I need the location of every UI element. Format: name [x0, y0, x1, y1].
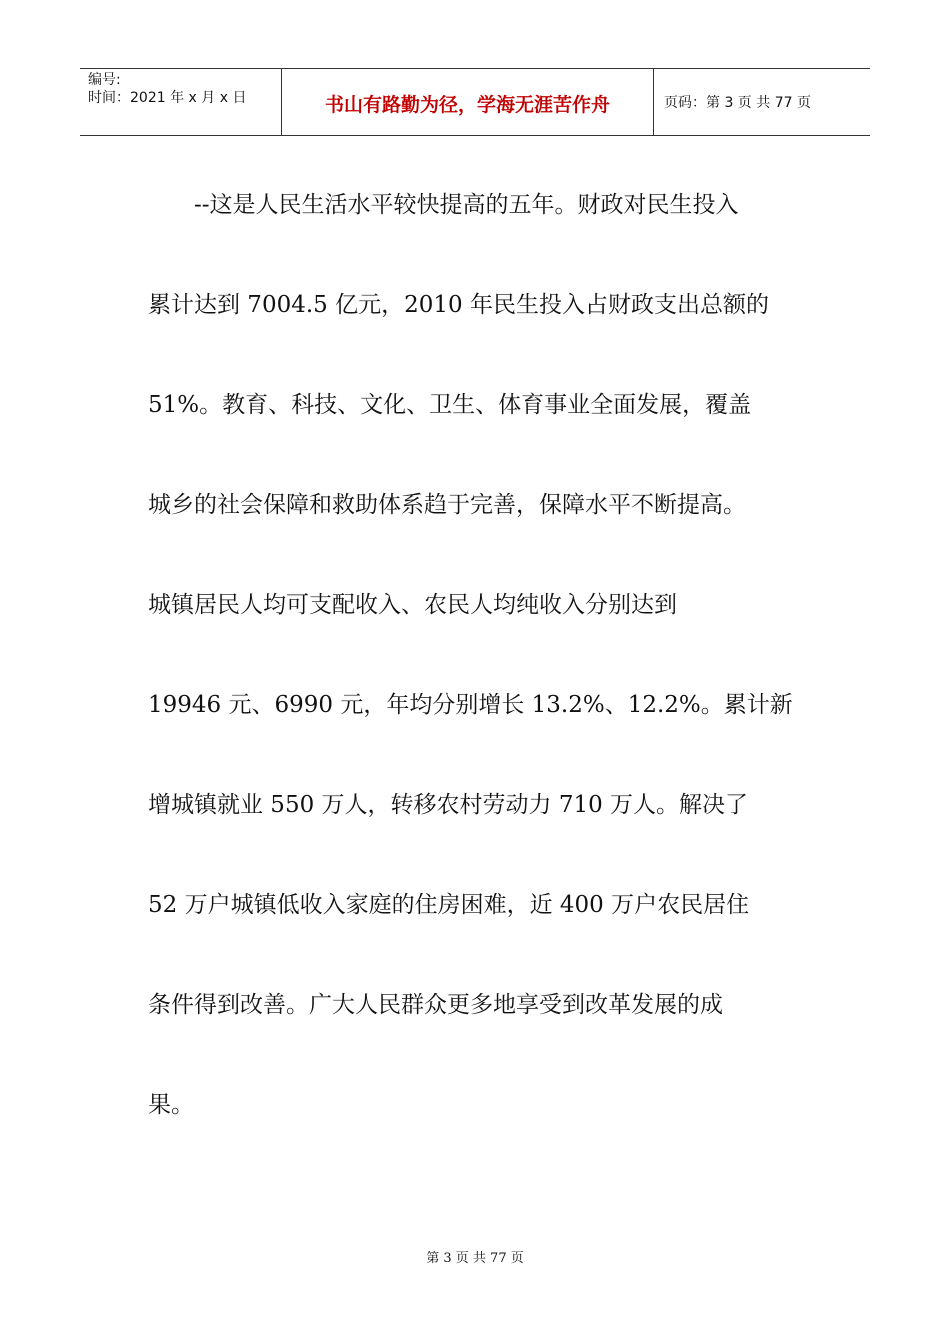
header-page-info: 页码：第 3 页 共 77 页: [664, 95, 811, 111]
header-meta: [80, 69, 282, 135]
body-line: 城乡的社会保障和救助体系趋于完善，保障水平不断提高。: [148, 492, 746, 518]
document-time-label: 时间：2021 年 x 月 x 日: [88, 90, 247, 106]
body-line: 条件得到改善。广大人民群众更多地享受到改革发展的成: [148, 992, 723, 1018]
body-line: 19946 元、6990 元，年均分别增长 13.2%、12.2%。累计新: [148, 692, 793, 718]
document-body: [148, 155, 808, 1155]
page-footer: 第 3 页 共 77 页: [426, 1251, 524, 1266]
body-line: 增城镇就业 550 万人，转移农村劳动力 710 万人。解决了: [148, 792, 749, 818]
body-line: 累计达到 7004.5 亿元，2010 年民生投入占财政支出总额的: [148, 292, 769, 318]
body-line: 52 万户城镇低收入家庭的住房困难，近 400 万户农民居住: [148, 892, 750, 918]
body-line: 51%。教育、科技、文化、卫生、体育事业全面发展，覆盖: [148, 392, 752, 418]
page-header: [80, 68, 870, 136]
body-line: 果。: [148, 1092, 194, 1118]
body-line: --这是人民生活水平较快提高的五年。财政对民生投入: [148, 192, 739, 218]
header-motto: 书山有路勤为径，学海无涯苦作舟: [282, 69, 654, 135]
document-number-label: 编号:: [88, 72, 121, 88]
body-line: 城镇居民人均可支配收入、农民人均纯收入分别达到: [148, 592, 677, 618]
